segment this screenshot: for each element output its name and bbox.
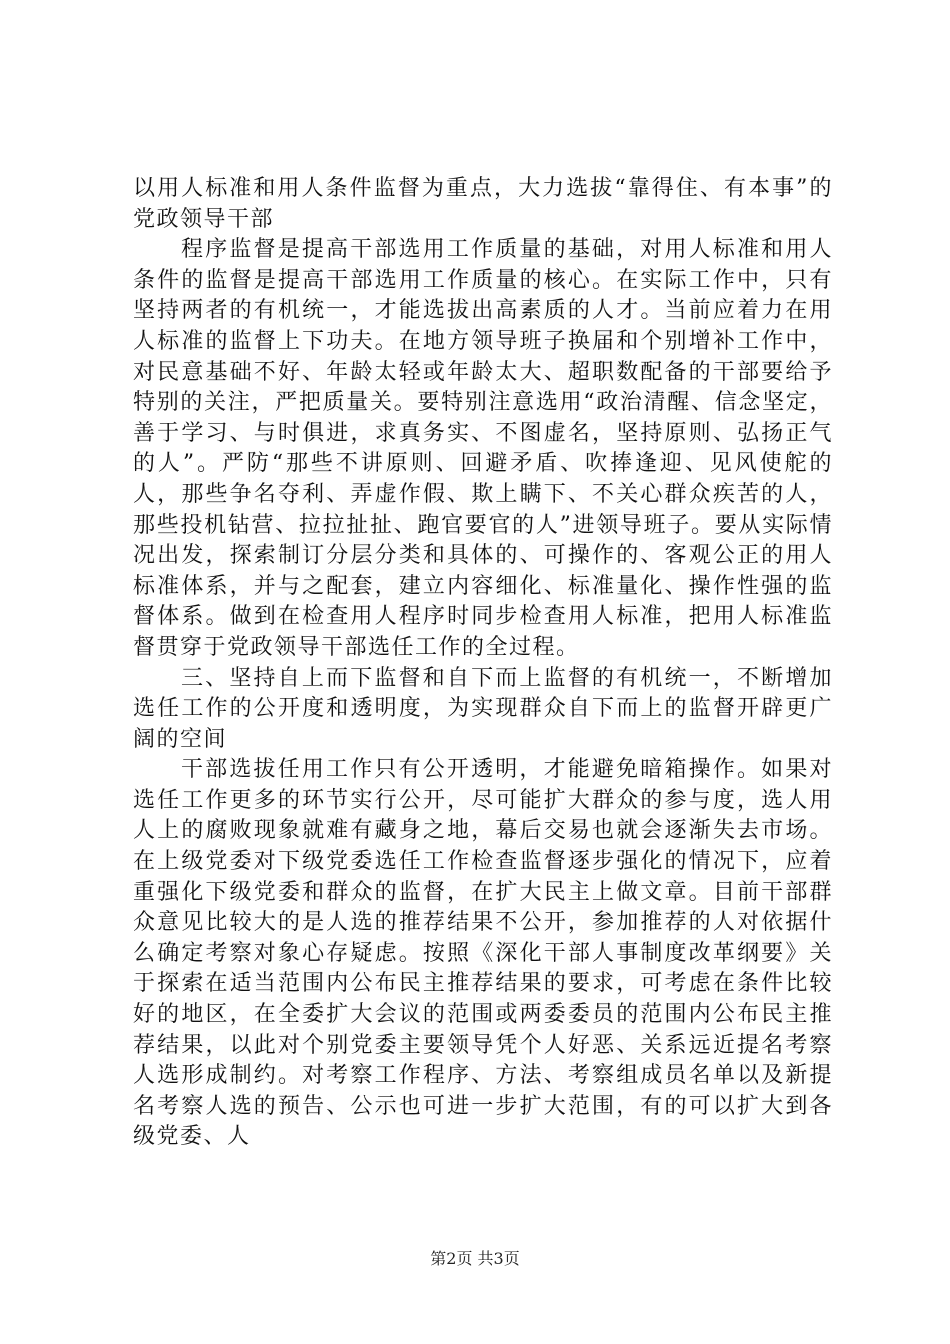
paragraph-transparency: 干部选拔任用工作只有公开透明，才能避免暗箱操作。如果对选任工作更多的环节实行公开，尽可能扩大群众的参与度，选人用人上的腐败现象就难有藏身之地，幕后交易也就会逐渐失去市场。在上级党委对下级党委选任工作检查监督逐步强化的情况下，应着重强化下级党委和群众的监督，在扩大民主上做文章。目前干部群众意见比较大的是人选的推荐结果不公开，参加推荐的人对依据什么确定考察对象心存疑虑。按照《深化干部人事制度改革纲要》关于探索在适当范围内公布民主推荐结果的要求，可考虑在条件比较好的地区，在全委扩大会议的范围或两委委员的范围内公布民主推荐结果，以此对个别党委主要领导凭个人好恶、关系远近提名考察人选形成制约。对考察工作程序、方法、考察组成员名单以及新提名考察人选的预告、公示也可进一步扩大范围，有的可以扩大到各级党委、人 (133, 757, 833, 1150)
section-heading-three: 三、坚持自上而下监督和自下而上监督的有机统一，不断增加选任工作的公开度和透明度，为实现群众自下而上的监督开辟更广阔的空间 (133, 665, 833, 752)
document-body (133, 174, 833, 1153)
paragraph-standards-supervision: 程序监督是提高干部选用工作质量的基础，对用人标准和用人条件的监督是提高干部选用工作质量的核心。在实际工作中，只有坚持两者的有机统一，才能选拔出高素质的人才。当前应着力在用人标准的监督上下功夫。在地方领导班子换届和个别增补工作中，对民意基础不好、年龄太轻或年龄太大、超职数配备的干部要给予特别的关注，严把质量关。要特别注意选用“政治清醒、信念坚定，善于学习、与时俱进，求真务实、不图虚名，坚持原则、弘扬正气的人”。严防“那些不讲原则、回避矛盾、吹捧逢迎、见风使舵的人，那些争名夺利、弄虚作假、欺上瞒下、不关心群众疾苦的人，那些投机钻营、拉拉扯扯、跑官要官的人”进领导班子。要从实际情况出发，探索制订分层分类和具体的、可操作的、客观公正的用人标准体系，并与之配套，建立内容细化、标准量化、操作性强的监督体系。做到在检查用人程序时同步检查用人标准，把用人标准监督贯穿于党政领导干部选任工作的全过程。 (133, 237, 833, 660)
paragraph-heading-continuation: 以用人标准和用人条件监督为重点，大力选拔“靠得住、有本事”的党政领导干部 (133, 176, 833, 232)
page-number-footer: 第2页 共3页 (430, 1249, 520, 1268)
